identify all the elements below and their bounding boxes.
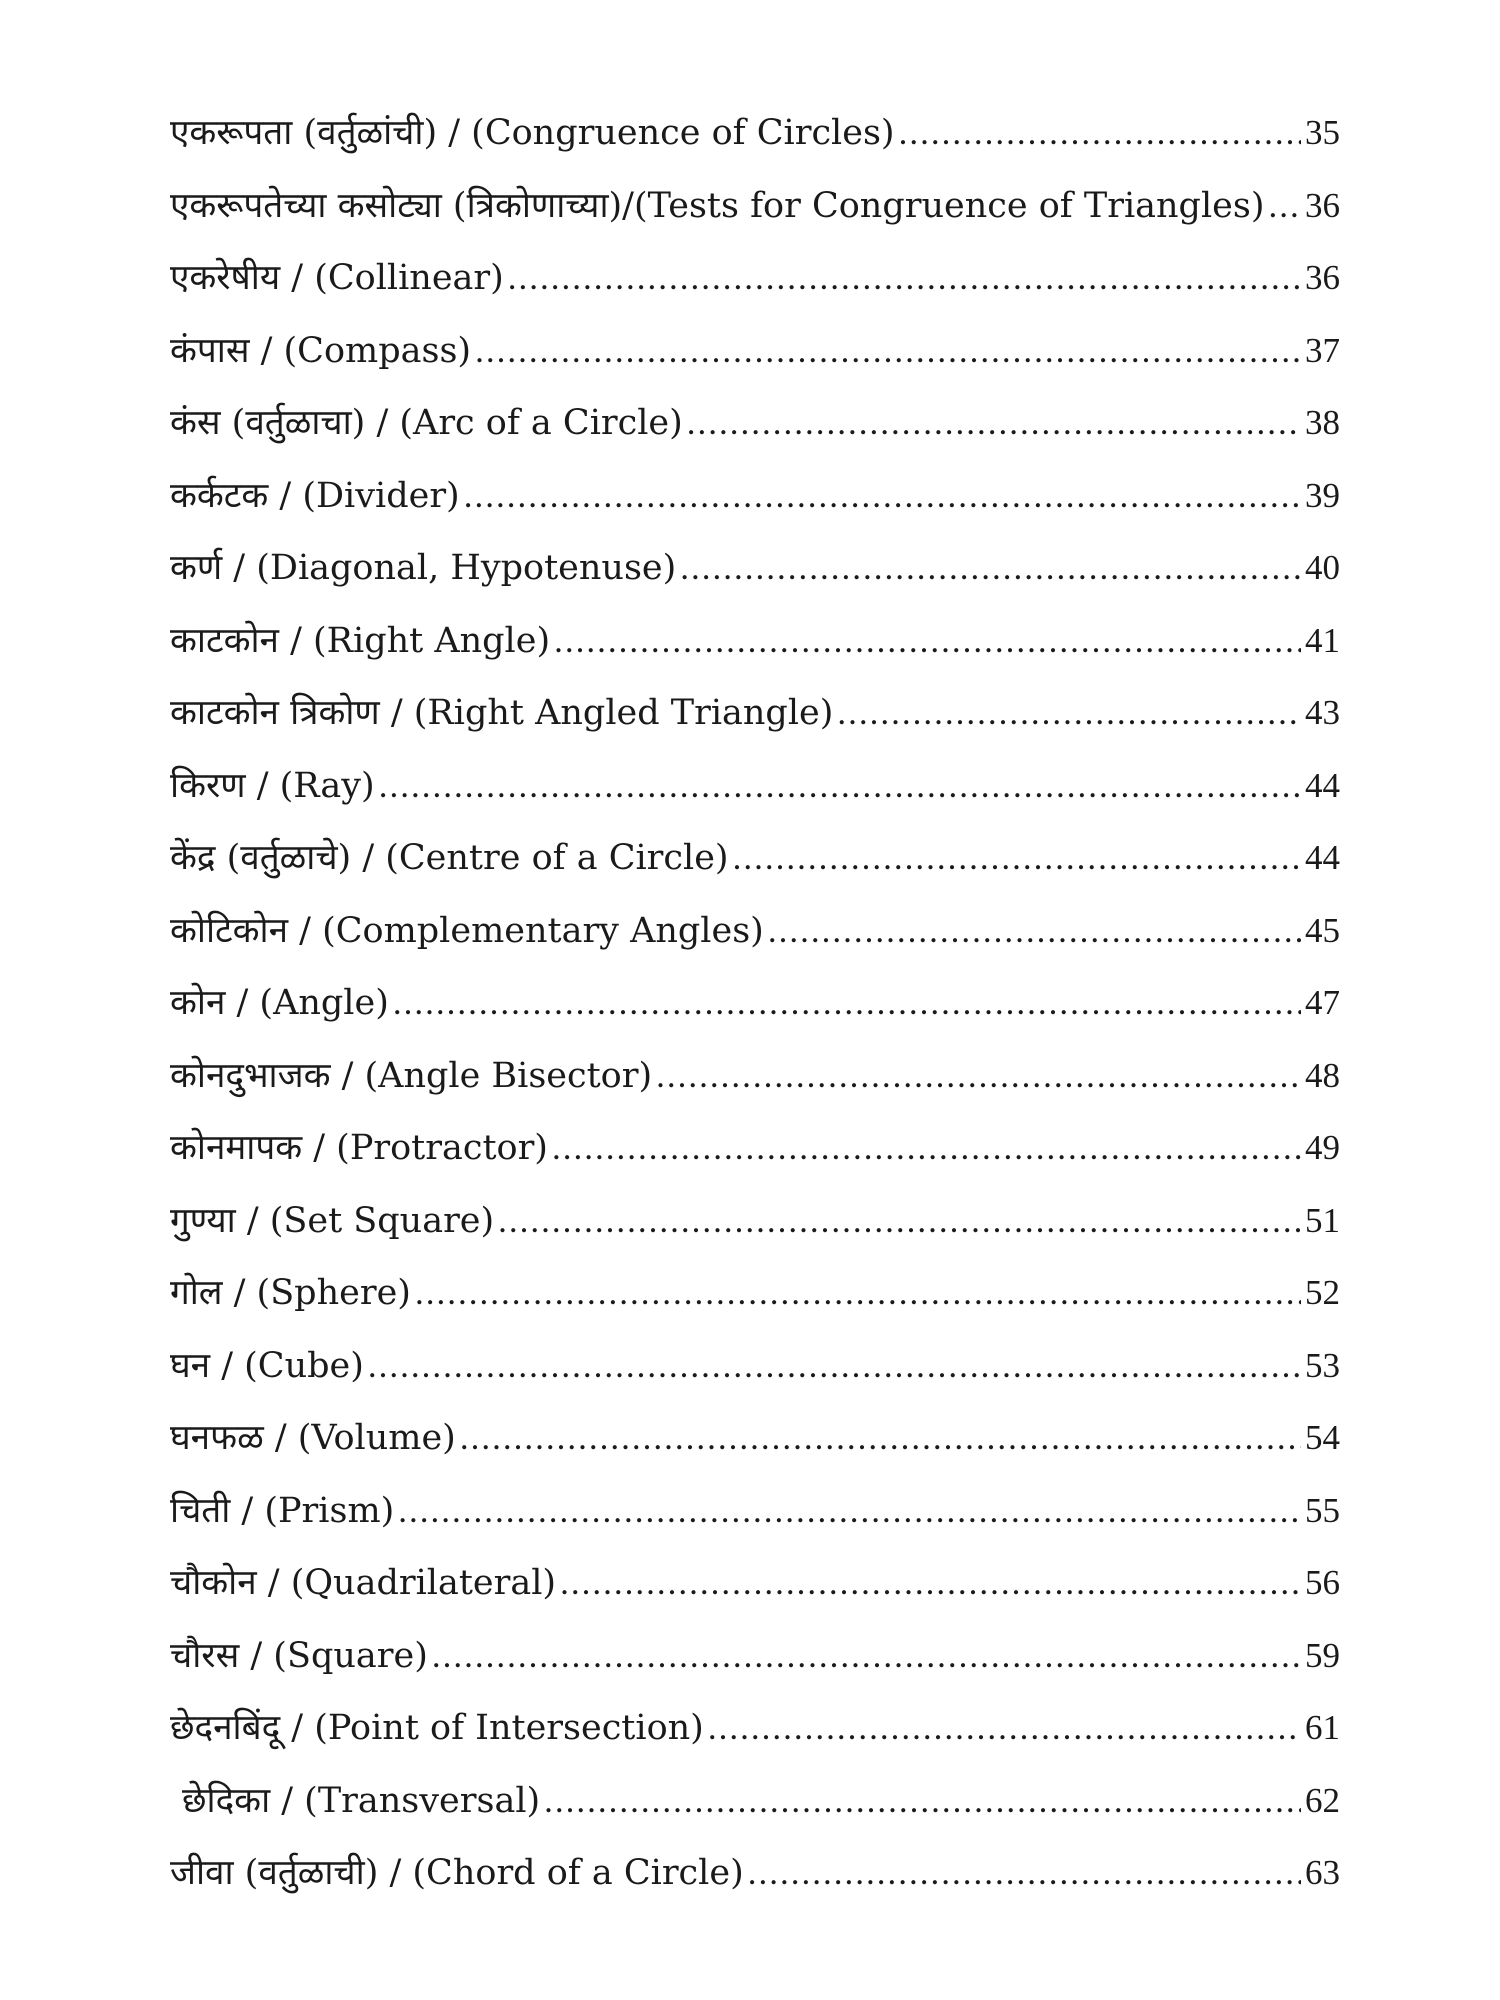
index-entry (170, 1776, 1340, 1849)
entry-term: एकरूपता (वर्तुळांची) / (Congruence of Circles) (170, 113, 895, 153)
entry-term: कोनमापक / (Protractor) (170, 1128, 548, 1168)
entry-page-number: 44 (1305, 838, 1340, 877)
index-entry (170, 688, 1340, 761)
entry-term: चौरस / (Square) (170, 1635, 428, 1676)
dot-leader (656, 1056, 1301, 1096)
entry-term: कोटिकोन / (Complementary Angles) (170, 910, 764, 951)
index-entry (170, 616, 1340, 689)
dot-leader (508, 258, 1301, 298)
dot-leader (748, 1853, 1301, 1893)
index-entry (170, 906, 1340, 979)
index-entry (170, 253, 1340, 326)
entry-page-number: 40 (1305, 548, 1340, 587)
entry-page-number: 54 (1305, 1418, 1340, 1457)
index-entry (170, 108, 1340, 181)
dot-leader (680, 548, 1301, 588)
entry-term: कोनदुभाजक / (Angle Bisector) (170, 1055, 653, 1096)
entry-page-number: 37 (1305, 330, 1340, 370)
entry-page-number: 51 (1305, 1200, 1340, 1240)
entry-page-number: 47 (1305, 983, 1340, 1022)
entry-page-number: 45 (1305, 910, 1340, 950)
entry-page-number: 36 (1305, 258, 1340, 297)
entry-page-number: 59 (1305, 1635, 1340, 1675)
index-entry (170, 1051, 1340, 1124)
entry-page-number: 62 (1305, 1780, 1340, 1820)
dot-leader (708, 1708, 1301, 1748)
entry-term: काटकोन / (Right Angle) (170, 620, 551, 661)
entry-term: कंपास / (Compass) (170, 330, 472, 371)
entry-term: कोन / (Angle) (170, 983, 389, 1023)
dot-leader (544, 1781, 1301, 1821)
index-entry (170, 1848, 1340, 1921)
entry-page-number: 63 (1305, 1853, 1340, 1892)
entry-page-number: 41 (1305, 620, 1340, 660)
index-entry (170, 1486, 1340, 1559)
entry-page-number: 35 (1305, 113, 1340, 152)
entry-term: छेदनबिंदू / (Point of Intersection) (170, 1708, 704, 1748)
dot-leader (837, 693, 1301, 733)
entry-term: चिती / (Prism) (170, 1490, 395, 1531)
dot-leader (475, 331, 1301, 371)
dot-leader (552, 1128, 1301, 1168)
dot-leader (432, 1636, 1301, 1676)
index-entry (170, 1341, 1340, 1414)
entry-term: काटकोन त्रिकोण / (Right Angled Triangle) (170, 693, 834, 733)
entry-page-number: 44 (1305, 765, 1340, 805)
entry-page-number: 55 (1305, 1490, 1340, 1530)
dot-leader (899, 113, 1301, 153)
entry-page-number: 38 (1305, 403, 1340, 442)
entry-term: घनफळ / (Volume) (170, 1418, 456, 1458)
dot-leader (393, 983, 1301, 1023)
dot-leader (415, 1273, 1301, 1313)
entry-page-number: 48 (1305, 1055, 1340, 1095)
entry-term: गोल / (Sphere) (170, 1273, 411, 1313)
entry-page-number: 43 (1305, 693, 1340, 732)
index-entry (170, 326, 1340, 399)
index-entry (170, 978, 1340, 1051)
dot-leader (368, 1346, 1301, 1386)
dot-leader (1268, 186, 1301, 226)
entry-term: जीवा (वर्तुळाची) / (Chord of a Circle) (170, 1853, 744, 1893)
entry-term: कर्कटक / (Divider) (170, 475, 460, 516)
index-entry (170, 398, 1340, 471)
dot-leader (464, 476, 1301, 516)
dot-leader (687, 403, 1301, 443)
dot-leader (733, 838, 1301, 878)
index-entry (170, 1123, 1340, 1196)
entry-term: एकरूपतेच्या कसोट्या (त्रिकोणाच्या)/(Tests for Congruence of Triangles) (170, 185, 1265, 226)
entry-term: छेदिका / (Transversal) (182, 1780, 541, 1821)
dot-leader (460, 1418, 1301, 1458)
entry-term: कंस (वर्तुळाचा) / (Arc of a Circle) (170, 403, 683, 443)
entry-page-number: 49 (1305, 1128, 1340, 1167)
dot-leader (498, 1201, 1301, 1241)
dot-leader (554, 621, 1301, 661)
entry-term: घन / (Cube) (170, 1345, 364, 1386)
index-entry (170, 833, 1340, 906)
glossary-index (170, 108, 1340, 1921)
index-entry (170, 1196, 1340, 1269)
entry-page-number: 52 (1305, 1273, 1340, 1312)
index-entry (170, 1413, 1340, 1486)
entry-page-number: 53 (1305, 1345, 1340, 1385)
entry-page-number: 61 (1305, 1708, 1340, 1747)
index-entry (170, 1631, 1340, 1704)
index-entry (170, 181, 1340, 254)
dot-leader (560, 1563, 1301, 1603)
entry-term: केंद्र (वर्तुळाचे) / (Centre of a Circle) (170, 838, 729, 878)
index-entry (170, 1558, 1340, 1631)
dot-leader (768, 911, 1301, 951)
entry-page-number: 39 (1305, 475, 1340, 515)
entry-term: एकरेषीय / (Collinear) (170, 258, 504, 298)
entry-page-number: 36 (1305, 185, 1340, 225)
index-entry (170, 761, 1340, 834)
entry-term: गुण्या / (Set Square) (170, 1200, 495, 1241)
entry-term: चौकोन / (Quadrilateral) (170, 1563, 557, 1603)
entry-term: कर्ण / (Diagonal, Hypotenuse) (170, 548, 677, 588)
dot-leader (379, 766, 1301, 806)
entry-term: किरण / (Ray) (170, 765, 375, 806)
dot-leader (398, 1491, 1301, 1531)
index-entry (170, 1703, 1340, 1776)
index-entry (170, 471, 1340, 544)
index-entry (170, 543, 1340, 616)
index-entry (170, 1268, 1340, 1341)
entry-page-number: 56 (1305, 1563, 1340, 1602)
